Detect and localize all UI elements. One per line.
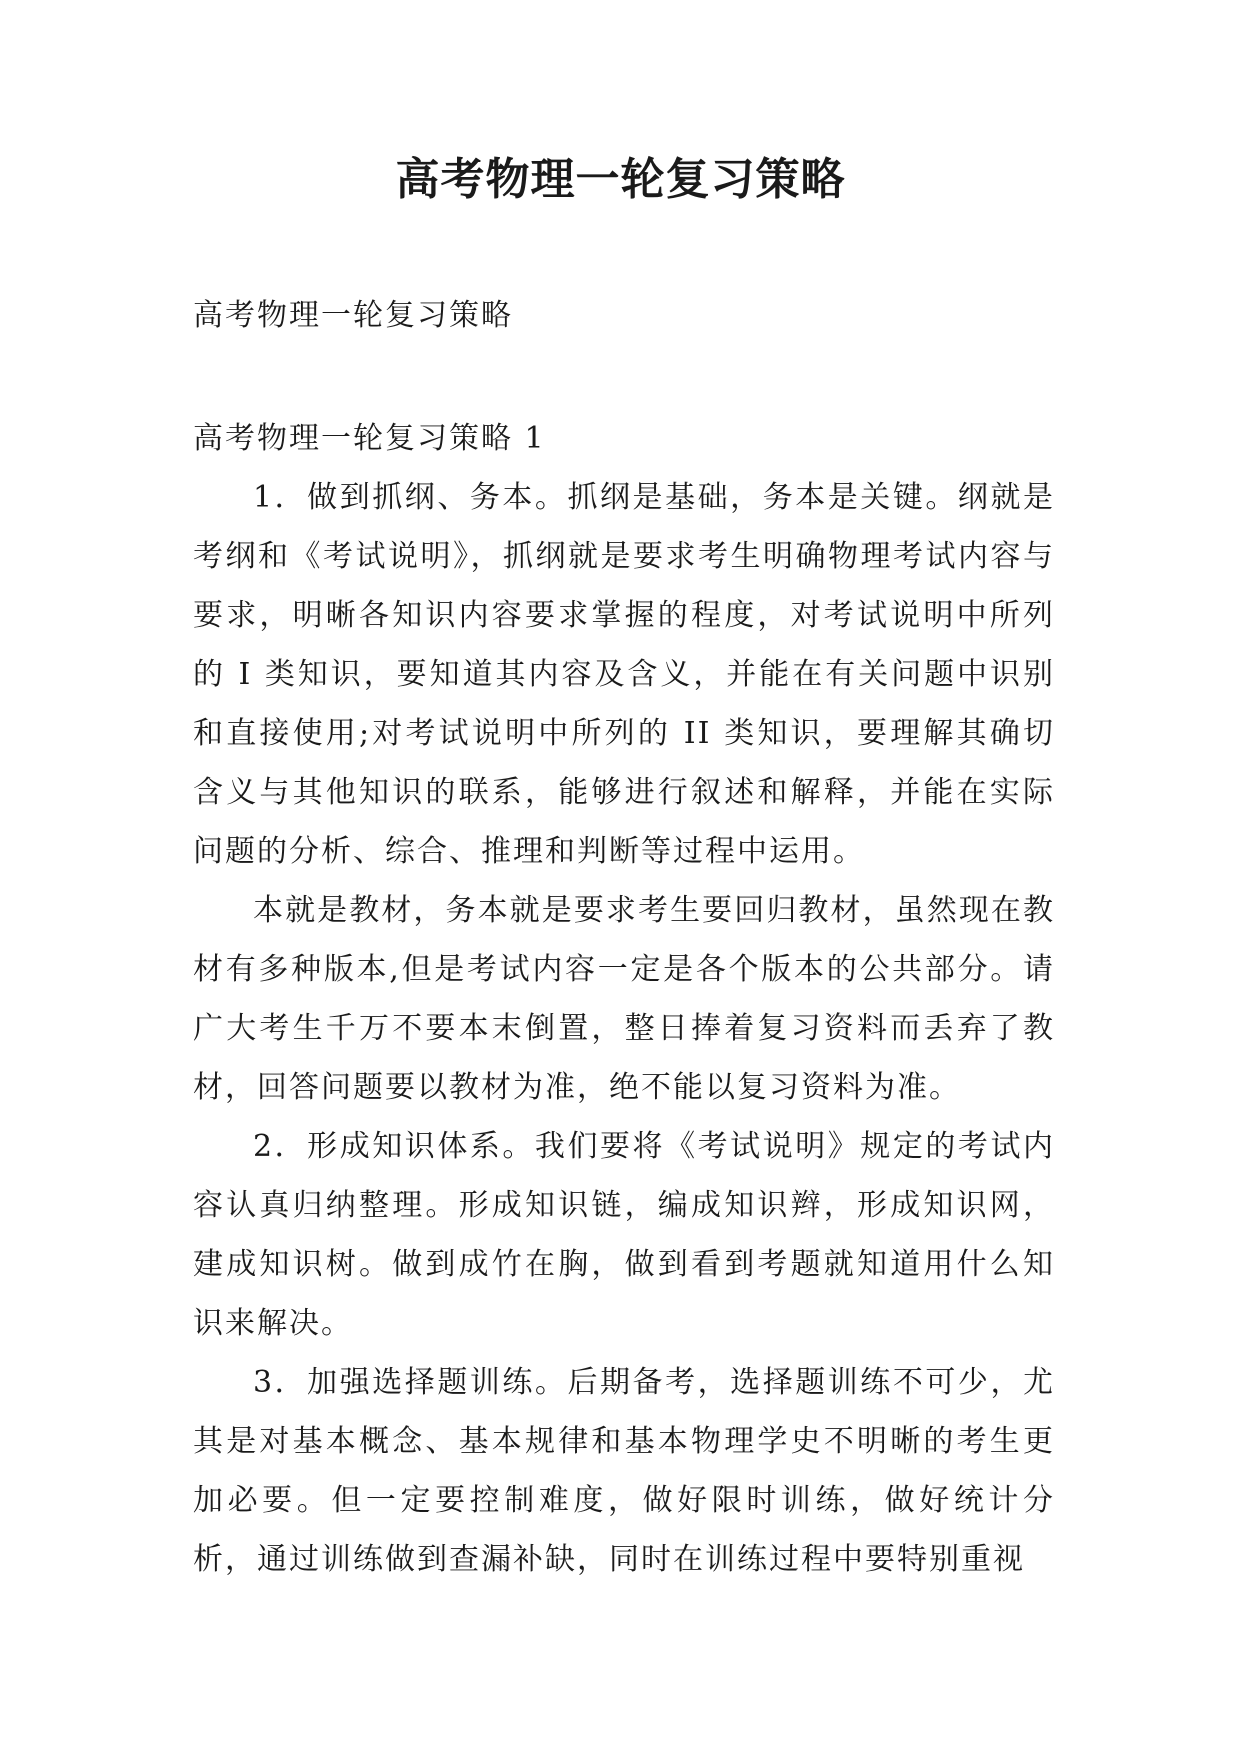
document-title: 高考物理一轮复习策略 [395,154,846,205]
paragraph-3: 2．形成知识体系。我们要将《考试说明》规定的考试内容认真归纳整理。形成知识链，编成知识辫，形成知识网，建成知识树。做到成竹在胸，做到看到考题就知道用什么知识来解决。 [193,1129,1055,1341]
document-body [193,409,1055,1589]
section-heading: 高考物理一轮复习策略 1 [193,421,546,456]
paragraph-4: 3．加强选择题训练。后期备考，选择题训练不可少，尤其是对基本概念、基本规律和基本物理学史不明晰的考生更加必要。但一定要控制难度，做好限时训练，做好统计分析，通过训练做到查漏补缺，同时在训练过程中要特别重视 [193,1365,1055,1577]
paragraph-1: 1．做到抓纲、务本。抓纲是基础，务本是关键。纲就是考纲和《考试说明》，抓纲就是要求考生明确物理考试内容与要求，明晰各知识内容要求掌握的程度，对考试说明中所列的 I 类知识，要知道其内容及含义，并能在有关问题中识别和直接使用;对考试说明中所列的 II 类知识，要理解其确切含义与其他知识的联系，能够进行叙述和解释，并能在实际问题的分析、综合、推理和判断等过程中运用。 [193,480,1055,869]
document-subtitle: 高考物理一轮复习策略 [193,298,513,333]
paragraph-2: 本就是教材，务本就是要求考生要回归教材，虽然现在教材有多种版本,但是考试内容一定是各个版本的公共部分。请广大考生千万不要本末倒置，整日捧着复习资料而丢弃了教材，回答问题要以教材为准，绝不能以复习资料为准。 [193,893,1055,1105]
